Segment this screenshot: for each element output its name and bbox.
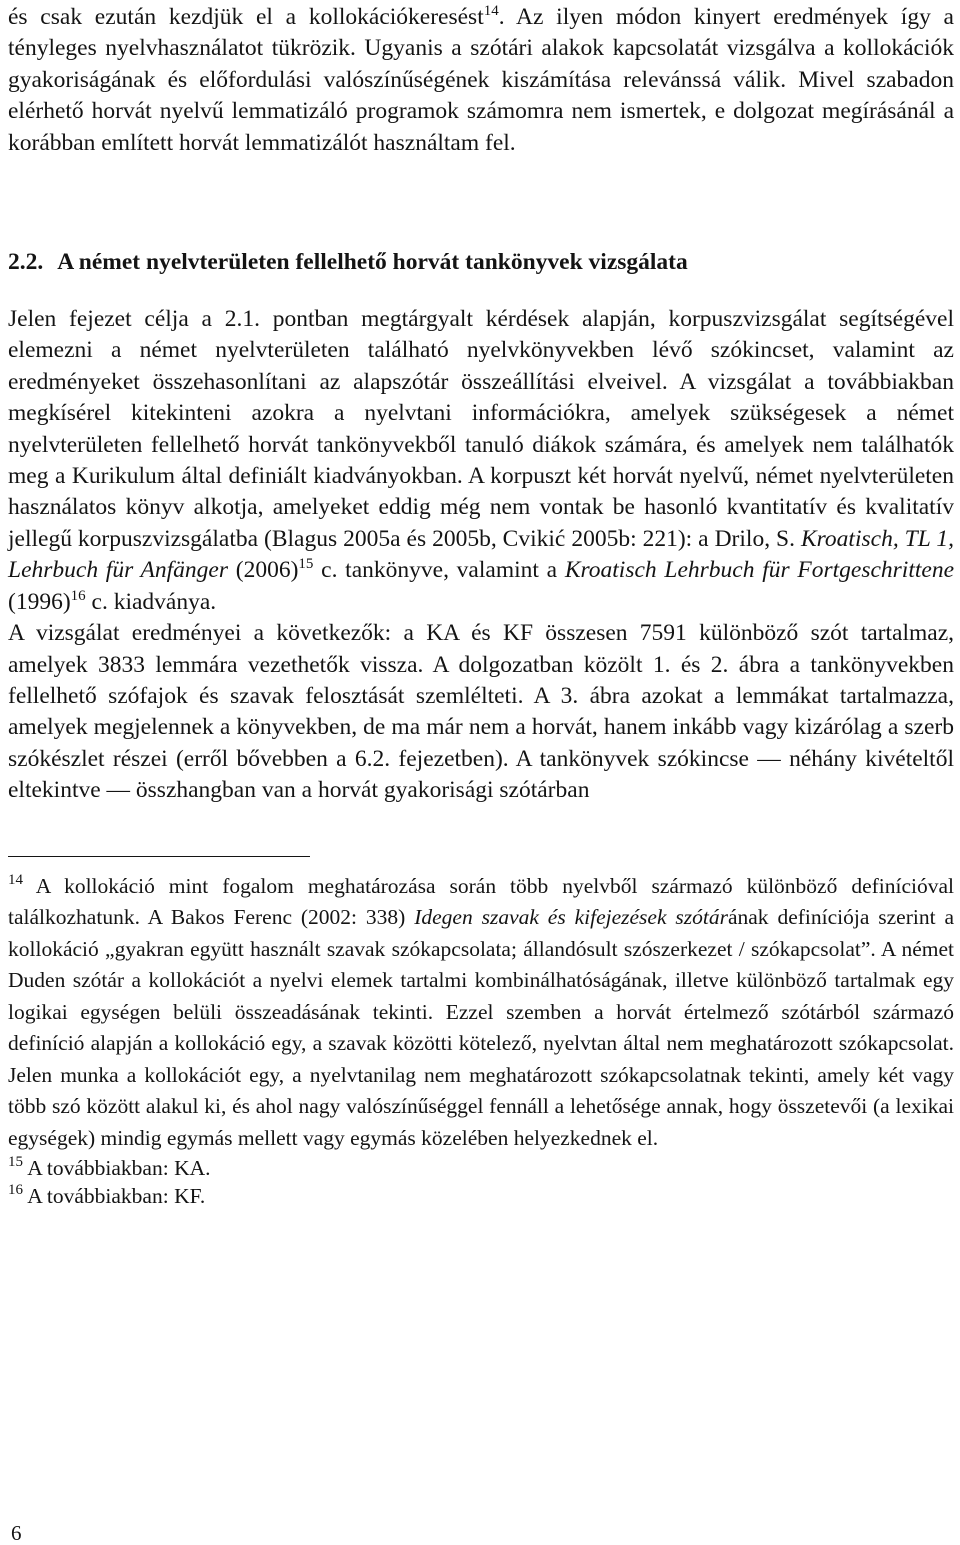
- paragraph-text: (1996): [8, 588, 71, 615]
- footnote-16: [8, 1182, 954, 1210]
- footnote-number: 14: [8, 871, 23, 888]
- section-heading: [8, 247, 954, 278]
- body-paragraph-3: A vizsgálat eredményei a következők: a KA és KF összesen 7591 különböző szót tartalmaz, amelyek 3833 lemmára vezethetők vissza. A dolgozatban közölt 1. és 2. ábra a tankönyvekben fellelhető szófajok és szavak felosztását szemlélteti. A 3. ábra azokat a lemmákat tartalmazza, amelyek megjelennek a könyvekben, de ma már nem a horvát, hanem inkább vagy kizárólag a szerb szókészlet részei (erről bővebben a 6.2. fejezetben). A tankönyvek szókincse — néhány kivételtől eltekintve — összhangban van a horvát gyakorisági szótárban: [8, 620, 954, 804]
- footnote-text: ának definíciója szerint a kollokáció „gyakran együtt használt szavak szókapcsolata; állandósult szószerkezet / szókapcsolat”. A német Duden szótár a kollokációt a nyelvi elemek tartalmi kombinálhatóságának, illetve különböző tartalmak egy logikai egységen belüli összeadásának tekinti. Ezzel szemben a horvát értelmező szótárból származó definíció alapján a kollokáció egy, a szavak közötti kötelező, nyelvtan által nem meghatározott szókapcsolat. Jelen munka a kollokációt egy, a nyelvtanilag nem meghatározott szókapcsolatnak tekinti, amely két vagy több szó között alakul ki, és ahol nagy valószínűséggel fennáll a lehetősége annak, hogy összetevői (a lexikai egységek) mindig egymás mellett vagy egymás közelében helyezkednek el.: [8, 905, 954, 1150]
- footnote-italic-title: Idegen szavak és kifejezések szótár: [414, 905, 728, 930]
- paragraph-text: c. kiadványa.: [85, 588, 217, 615]
- footnote-ref-15[interactable]: 15: [298, 556, 314, 573]
- paragraph-text: és csak ezután kezdjük el a kollokációkeresést: [8, 4, 484, 30]
- page-number: 6: [11, 1521, 22, 1545]
- document-page: [8, 0, 954, 1210]
- footnote-number: 15: [8, 1154, 23, 1171]
- footnote-ref-16[interactable]: 16: [70, 587, 86, 604]
- body-paragraph-1: [8, 0, 954, 159]
- footnote-text: A kollokáció mint fogalom meghatározása során több nyelvből származó különböző definícióval találkozhatunk. A Bakos Ferenc (2002: 338): [8, 873, 954, 930]
- book-title-2: Kroatisch Lehrbuch für Fortgeschrittene: [564, 557, 954, 584]
- footnote-ref-14[interactable]: 14: [483, 3, 499, 19]
- footnote-text: A továbbiakban: KF.: [23, 1184, 206, 1209]
- footnote-number: 16: [8, 1182, 23, 1199]
- section-number: 2.2.: [8, 249, 44, 276]
- paragraph-text: Jelen fejezet célja a 2.1. pontban megtárgyalt kérdések alapján, korpuszvizsgálat segítségével elemezni a német nyelvterületen található nyelvkönyvekben lévő szókincset, valamint az eredményeket összehasonlítani az alapszótár összeállítási elveivel. A vizsgálat a továbbiakban megkísérel kitekinteni azokra a nyelvtani információkra, amelyek szükségesek a német nyelvterületen fellelhető horvát tankönyvekből tanuló diákok számára, és amelyek nem találhatók meg a Kurikulum által definiált kiadványokban. A korpuszt két horvát nyelvű, német nyelvterületen használatos könyv alkotja, amelyeket eddig még nem vontak be hasonló kvantitatív és kvalitatív jellegű korpuszvizsgálatba (Blagus 2005a és 2005b, Cvikić 2005b: 221): a Drilo, S.: [8, 306, 954, 552]
- paragraph-text: . Az ilyen módon kinyert eredmények így a tényleges nyelvhasználatot tükrözik. Ugyanis a szótári alakok kapcsolatát vizsgálva a kollokációk gyakoriságának és előfordulási valószínűségének kiszámítása relevánssá válik. Mivel szabadon elérhető horvát nyelvű lemmatizáló programok számomra nem ismertek, e dolgozat megírásánál a korábban említett horvát lemmatizálót használtam fel.: [8, 4, 954, 156]
- book-title-1: Kroatisch, TL 1, Lehrbuch für Anfänger: [8, 525, 954, 584]
- body-paragraph-2: [8, 304, 954, 618]
- paragraph-text: (2006): [228, 557, 299, 584]
- footnote-14: [8, 871, 954, 1155]
- footnote-text: A továbbiakban: KA.: [23, 1156, 211, 1181]
- section-title: A német nyelvterületen fellelhető horvát tankönyvek vizsgálata: [57, 249, 688, 276]
- footnote-separator: [8, 856, 310, 857]
- paragraph-text: c. tankönyve, valamint a: [313, 557, 565, 584]
- footnote-15: [8, 1154, 954, 1182]
